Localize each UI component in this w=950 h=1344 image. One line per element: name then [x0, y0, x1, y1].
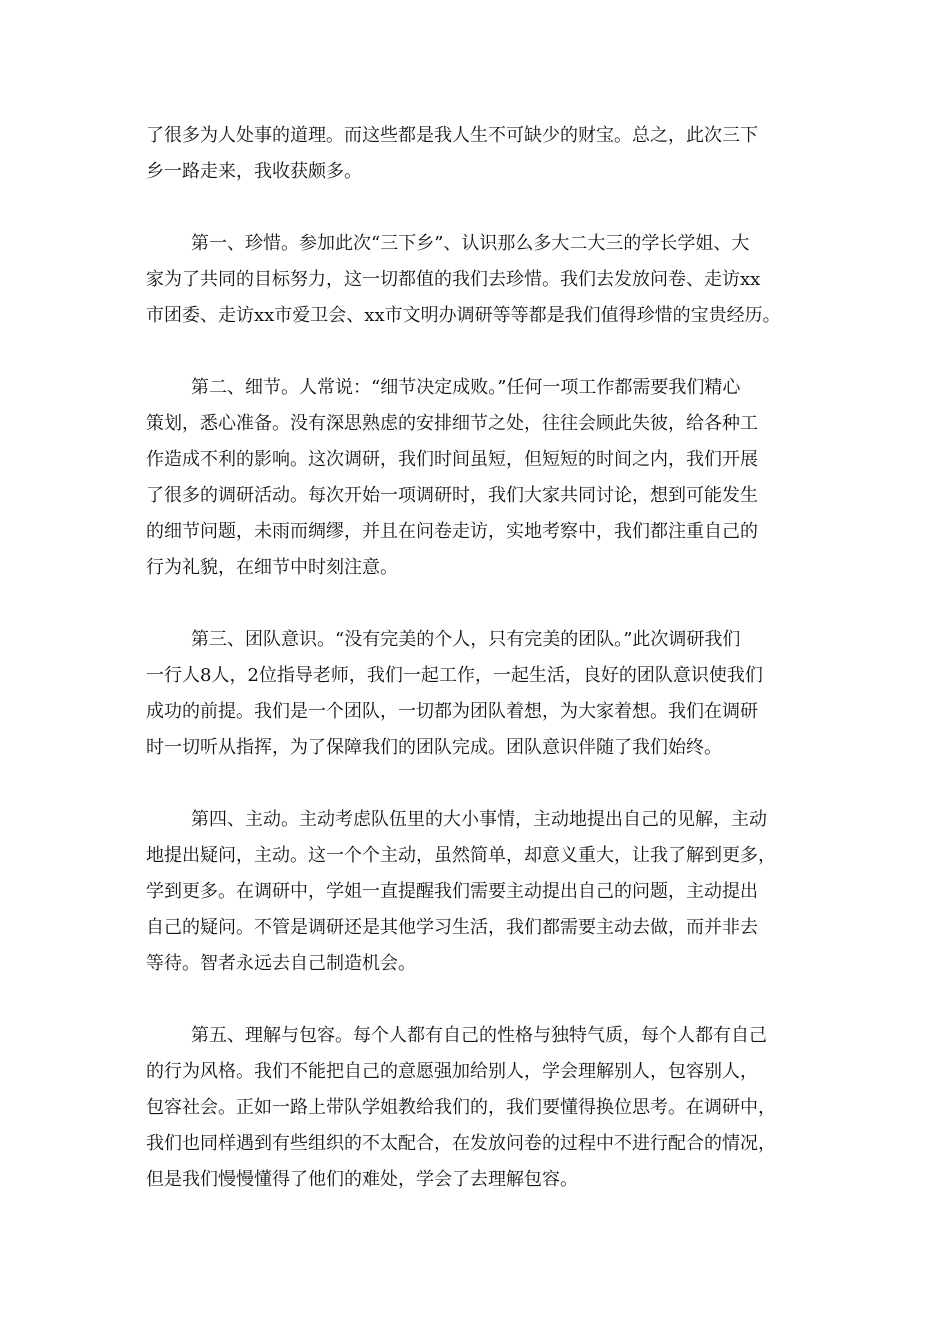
paragraph-3-line-0: 第三、团队意识。“没有完美的个人，只有完美的团队。”此次调研我们 [191, 629, 741, 650]
paragraph-2-line-3: 了很多的调研活动。每次开始一项调研时，我们大家共同讨论，想到可能发生 [146, 485, 758, 506]
paragraph-gap [146, 766, 812, 802]
paragraph-5-line-2: 包容社会。正如一路上带队学姐教给我们的，我们要懂得换位思考。在调研中， [146, 1097, 776, 1118]
paragraph-gap [146, 190, 812, 226]
paragraph-5-line-3: 我们也同样遇到有些组织的不太配合，在发放问卷的过程中不进行配合的情况， [146, 1133, 776, 1154]
paragraph-1-line-1: 家为了共同的目标努力，这一切都值的我们去珍惜。我们去发放问卷、走访xx [146, 269, 761, 290]
paragraph-4-line-4: 等待。智者永远去自己制造机会。 [146, 953, 416, 974]
paragraph-gap [146, 334, 812, 370]
paragraph-2-line-1: 策划，悉心准备。没有深思熟虑的安排细节之处，往往会顾此失彼，给各种工 [146, 413, 758, 434]
document-body [146, 118, 812, 1198]
paragraph-1-line-0: 第一、珍惜。参加此次“三下乡”、认识那么多大二大三的学长学姐、大 [191, 233, 750, 254]
paragraph-2-line-0: 第二、细节。人常说：“细节决定成败。”任何一项工作都需要我们精心 [191, 377, 741, 398]
paragraph-0-line-0: 了很多为人处事的道理。而这些都是我人生不可缺少的财宝。总之，此次三下 [146, 125, 758, 146]
paragraph-gap [146, 982, 812, 1018]
paragraph-2-line-4: 的细节问题，未雨而绸缪，并且在问卷走访，实地考察中，我们都注重自己的 [146, 521, 758, 542]
paragraph-2-line-5: 行为礼貌，在细节中时刻注意。 [146, 557, 398, 578]
paragraph-3-line-3: 时一切听从指挥，为了保障我们的团队完成。团队意识伴随了我们始终。 [146, 737, 722, 758]
paragraph-3-line-2: 成功的前提。我们是一个团队，一切都为团队着想，为大家着想。我们在调研 [146, 701, 758, 722]
paragraph-4-line-1: 地提出疑问，主动。这一个个主动，虽然简单，却意义重大，让我了解到更多， [146, 845, 776, 866]
paragraph-4-line-3: 自己的疑问。不管是调研还是其他学习生活，我们都需要主动去做，而并非去 [146, 917, 758, 938]
paragraph-5-line-1: 的行为风格。我们不能把自己的意愿强加给别人，学会理解别人，包容别人， [146, 1061, 758, 1082]
paragraph-4-line-2: 学到更多。在调研中，学姐一直提醒我们需要主动提出自己的问题，主动提出 [146, 881, 758, 902]
paragraph-3-line-1: 一行人8人，2位指导老师，我们一起工作，一起生活，良好的团队意识使我们 [146, 665, 763, 686]
paragraph-5-line-4: 但是我们慢慢懂得了他们的难处，学会了去理解包容。 [146, 1169, 578, 1190]
paragraph-gap [146, 586, 812, 622]
paragraph-4-line-0: 第四、主动。主动考虑队伍里的大小事情，主动地提出自己的见解，主动 [191, 809, 767, 830]
paragraph-1-line-2: 市团委、走访xx市爱卫会、xx市文明办调研等等都是我们值得珍惜的宝贵经历。 [146, 305, 781, 326]
paragraph-5-line-0: 第五、理解与包容。每个人都有自己的性格与独特气质，每个人都有自己 [191, 1025, 767, 1046]
paragraph-2-line-2: 作造成不利的影响。这次调研，我们时间虽短，但短短的时间之内，我们开展 [146, 449, 758, 470]
paragraph-0-line-1: 乡一路走来，我收获颇多。 [146, 161, 362, 182]
